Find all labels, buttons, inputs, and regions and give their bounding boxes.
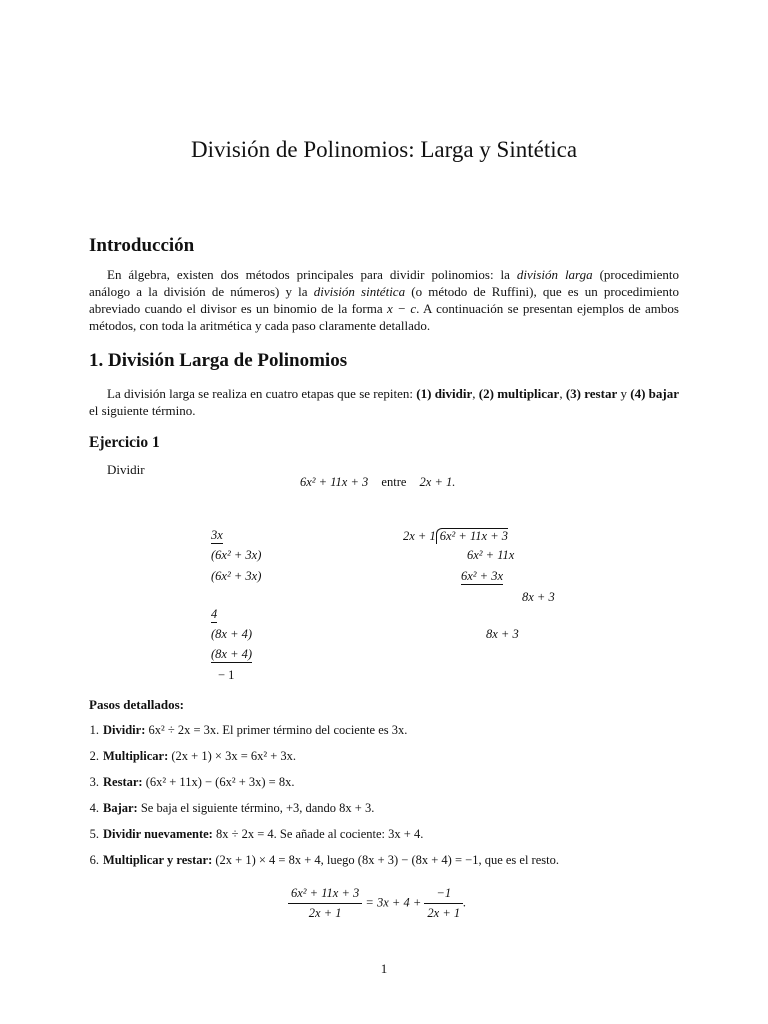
list-item: 1. Dividir: 6x² ÷ 2x = 3x. El primer término del cociente es 3x. — [89, 723, 408, 737]
divide-label: Dividir — [107, 462, 145, 477]
intro-emphasis-synthetic: división sintética — [313, 284, 406, 299]
section1-sep-3: y — [617, 386, 631, 401]
result-lhs-fraction: $\frac{\text{6x² + 11x + 3}}{2x + 1}$ — [288, 886, 362, 921]
ld-dividend: 6x² + 11x + 3 — [436, 528, 508, 544]
intro-math: x − c — [387, 301, 417, 316]
document-title: División de Polinomios: Larga y Sintética — [190, 137, 578, 162]
long-division-header — [403, 528, 508, 544]
intro-text-3: (o método de Ruffini), que es un procedimiento abreviado cuando el divisor es un binomio de la forma — [89, 284, 679, 316]
result-equation — [288, 886, 466, 921]
section1-sep-1: , — [472, 386, 479, 401]
exercise1-between: entre — [381, 475, 407, 489]
remainder: − 1 — [218, 668, 235, 682]
section1-text-a: La división larga se realiza en cuatro etapas que se repiten: — [107, 386, 417, 401]
result-end: . — [463, 895, 467, 910]
list-item: 5. Dividir nuevamente: 8x ÷ 2x = 4. Se añade al cociente: 3x + 4. — [89, 827, 424, 841]
exercise1-statement — [300, 475, 455, 490]
page-number: 1 — [380, 961, 388, 976]
list-item: 4. Bajar: Se baja el siguiente término, +3, dando 8x + 3. — [89, 801, 375, 815]
section1-paragraph — [89, 385, 679, 419]
ld-row-1: 6x² + 11x — [467, 548, 515, 562]
intro-emphasis-long: división larga — [516, 267, 593, 282]
subtracted-1: (6x² + 3x) — [211, 569, 262, 583]
stage-subtract: (3) restar — [565, 386, 618, 401]
ld-divisor: 2x + 1 — [403, 529, 436, 543]
section1-text-b: el siguiente término. — [89, 403, 196, 418]
list-item: 6. Multiplicar y restar: (2x + 1) × 4 = 8x + 4, luego (8x + 3) − (8x + 4) = −1, que es el resto. — [89, 853, 559, 867]
list-item: 2. Multiplicar: (2x + 1) × 3x = 6x² + 3x. — [89, 749, 297, 763]
steps-heading: Pasos detallados: — [89, 697, 184, 712]
product-1: (6x² + 3x) — [211, 548, 262, 562]
exercise1-divisor: 2x + 1. — [419, 475, 456, 489]
ld-row-3: 8x + 3 — [522, 590, 555, 604]
intro-paragraph — [89, 266, 679, 334]
intro-text-4: . A continuación se presentan ejemplos de ambos métodos, con toda la aritmética y cada paso claramente detallado. — [89, 301, 679, 333]
section1-sep-2: , — [559, 386, 566, 401]
intro-text-2: (procedimiento análogo a la división de números) y la — [89, 267, 679, 299]
quotient-term-2: 4 — [211, 607, 218, 621]
section1-heading: 1. División Larga de Polinomios — [89, 350, 348, 371]
intro-heading: Introducción — [89, 235, 195, 256]
subtracted-2: (8x + 4) — [211, 647, 253, 661]
stage-multiply: (2) multiplicar — [478, 386, 560, 401]
exercise1-dividend: 6x² + 11x + 3 — [300, 475, 369, 489]
result-rhs-fraction: $\frac{-1}{2x + 1}$ — [424, 886, 463, 921]
ld-row-2: 6x² + 3x — [461, 569, 504, 583]
list-item: 3. Restar: (6x² + 11x) − (6x² + 3x) = 8x. — [89, 775, 295, 789]
result-middle: = 3x + 4 + — [362, 895, 425, 910]
ld-row-4: 8x + 3 — [486, 627, 519, 641]
product-2: (8x + 4) — [211, 627, 253, 641]
intro-text-1: En álgebra, existen dos métodos principales para dividir polinomios: la — [107, 267, 517, 282]
exercise1-heading: Ejercicio 1 — [89, 434, 160, 451]
stage-divide: (1) dividir — [416, 386, 473, 401]
stage-bring-down: (4) bajar — [630, 386, 680, 401]
quotient-term-1: 3x — [211, 528, 223, 542]
